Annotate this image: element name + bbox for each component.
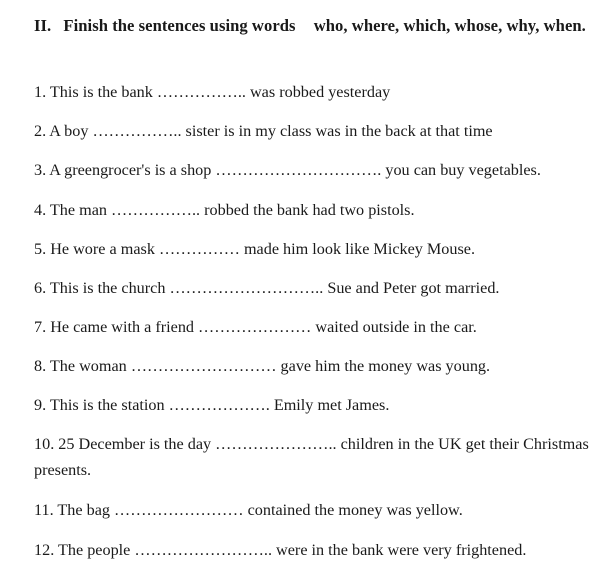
sentence-number: 1.	[34, 83, 50, 101]
sentence-text: The bag …………………… contained the money was yellow.	[57, 501, 463, 519]
sentence-number: 9.	[34, 396, 50, 414]
exercise-heading	[34, 13, 604, 39]
sentence-text: A greengrocer's is a shop …………………………. you can buy vegetables.	[49, 161, 541, 179]
sentence-text: This is the station ………………. Emily met James.	[49, 396, 390, 414]
exercise-number: II.	[34, 16, 52, 35]
sentence-text: The woman ……………………… gave him the money was young.	[49, 357, 491, 375]
sentence-text: This is the church ……………………….. Sue and Peter got married.	[49, 279, 500, 297]
sentence-text: This is the bank …………….. was robbed yesterday	[49, 83, 391, 101]
sentence-number: 10.	[34, 435, 59, 453]
sentence-11	[34, 497, 606, 523]
sentence-text: He wore a mask …………… made him look like Mickey Mouse.	[50, 240, 476, 258]
sentence-text: He came with a friend ………………… waited outside in the car.	[50, 318, 477, 336]
sentence-number: 7.	[34, 318, 51, 336]
sentence-number: 4.	[34, 201, 50, 219]
sentence-6	[34, 275, 606, 301]
sentence-4	[34, 197, 606, 223]
sentence-5	[34, 236, 606, 262]
sentence-number: 12.	[34, 541, 58, 559]
sentence-8	[34, 353, 606, 379]
exercise-title: Finish the sentences using words	[63, 16, 296, 35]
sentence-number: 6.	[34, 279, 50, 297]
sentence-10	[34, 431, 606, 483]
exercise-word-list: who, where, which, whose, why, when.	[313, 16, 586, 35]
sentence-text: The people …………………….. were in the bank were very frightened.	[58, 541, 527, 559]
sentence-7	[34, 314, 606, 340]
sentence-12	[34, 537, 606, 563]
sentence-3	[34, 157, 606, 183]
sentence-number: 3.	[34, 161, 50, 179]
sentence-number: 11.	[34, 501, 58, 519]
sentence-text: The man …………….. robbed the bank had two pistols.	[49, 201, 415, 219]
sentence-number: 2.	[34, 122, 50, 140]
sentence-1	[34, 79, 606, 105]
sentence-text: A boy …………….. sister is in my class was in the back at that time	[49, 122, 493, 140]
sentence-text: 25 December is the day ………………….. children in the UK get their Christmas presents.	[34, 435, 589, 479]
sentence-2	[34, 118, 606, 144]
sentence-number: 5.	[34, 240, 51, 258]
sentence-9	[34, 392, 606, 418]
sentence-number: 8.	[34, 357, 50, 375]
